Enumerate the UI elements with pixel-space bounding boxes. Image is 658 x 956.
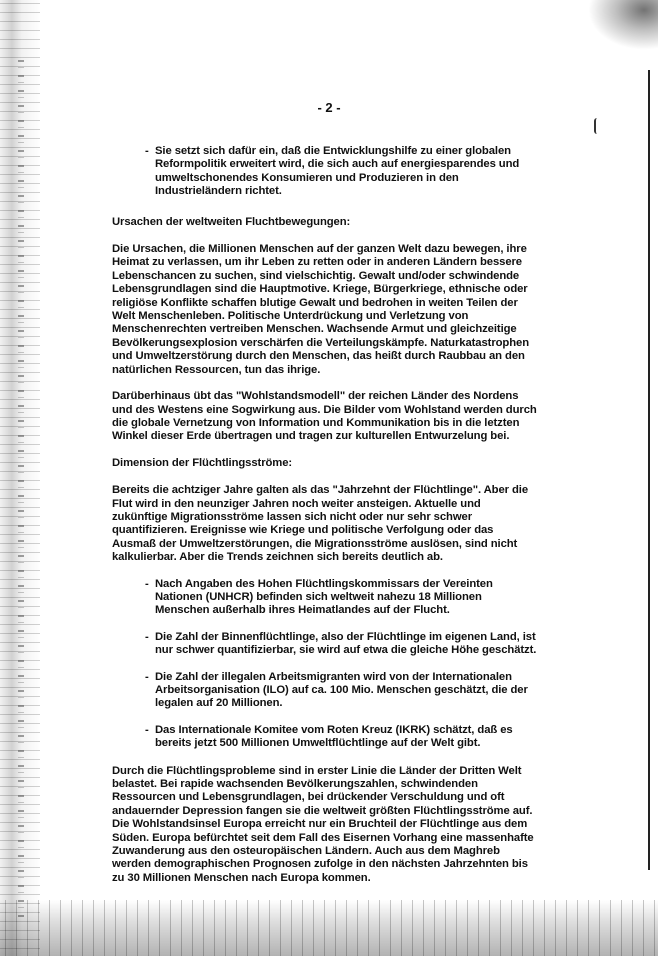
intro-bullet-text: Sie setzt sich dafür ein, daß die Entwicklungshilfe zu einer globalen Reformpolitik erweitert wird, die sich auch auf energiesparendes und umweltschonendes Konsumieren und Produzieren in den Industrieländern richtet. — [155, 145, 520, 198]
document-body — [112, 145, 537, 885]
dimension-paragraph-1: Bereits die achtziger Jahre galten als das "Jahrzehnt der Flüchtlinge". Aber die Flut wird in den neunziger Jahren noch weiter ansteigen. Aktuelle und zukünftige Migrationsströme lassen sich nicht oder nur sehr schwer quantifizieren. Ereignisse wie Kriege und politische Verfolgung oder das Ausmaß der Umweltzerstörungen, die Migrationsströme auslösen, sind nicht kalkulierbar. Aber die Trends zeichnen sich bereits deutlich ab. — [112, 484, 529, 564]
list-item-text: Das Internationale Komitee vom Roten Kreuz (IKRK) schätzt, daß es bereits jetzt 500 Millionen Umweltflüchtlinge auf der Welt gibt. — [155, 723, 513, 750]
scan-mark — [594, 118, 600, 134]
list-item-text: Die Zahl der illegalen Arbeitsmigranten wird von der Internationalen Arbeitsorganisation (ILO) auf ca. 100 Mio. Menschen geschätzt, die der legalen auf 20 Millionen. — [155, 670, 528, 710]
list-item-text: Nach Angaben des Hohen Flüchtlingskommissars der Vereinten Nationen (UNHCR) befinden sich weltweit nahezu 18 Millionen Menschen außerhalb ihres Heimatlandes auf der Flucht. — [155, 577, 493, 617]
causes-paragraph-1: Die Ursachen, die Millionen Menschen auf der ganzen Welt dazu bewegen, ihre Heimat zu verlassen, um ihr Leben zu retten oder in anderen Ländern bessere Lebenschancen zu suchen, sind vielschichtig. Gewalt und/oder schwindende Lebensgrundlagen sind die Hauptmotive. Kriege, Bürgerkriege, ethnische oder religiöse Konflikte schaffen blutige Gewalt und bedrohen in weiten Teilen der Welt Menschenleben. Politische Unterdrückung und Verletzung von Menschenrechten vertreiben Menschen. Wachsende Armut und gleichzeitige Bevölkerungsexplosion verschärfen die Verteilungskämpfe. Naturkatastrophen und Umweltzerstörung durch den Menschen, das heißt durch Raubbau an den natürlichen Ressourcen, tun das ihrige. — [112, 243, 529, 376]
scan-edge-right — [648, 70, 658, 870]
list-item — [145, 631, 537, 658]
bullet-dash: - — [145, 670, 149, 683]
scan-edge-top-right — [588, 0, 658, 50]
bullet-dash: - — [145, 577, 149, 590]
bullet-dash: - — [145, 145, 149, 157]
page-number: - 2 - — [317, 100, 341, 115]
list-item — [145, 724, 537, 751]
bullet-dash: - — [145, 723, 149, 736]
intro-bullet — [145, 145, 537, 199]
list-item — [145, 578, 537, 618]
causes-paragraph-2: Darüberhinaus übt das "Wohlstandsmodell" der reichen Länder des Nordens und des Westens eine Sogwirkung aus. Die Bilder vom Wohlstand werden durch die globale Vernetzung von Information und Kommunikation bis in die letzten Winkel dieser Erde übertragen und tragen zur kulturellen Entwurzelung bei. — [112, 390, 537, 443]
scan-edge-bottom — [0, 900, 658, 956]
dimension-paragraph-2: Durch die Flüchtlingsprobleme sind in erster Linie die Länder der Dritten Welt belastet. Bei rapide wachsenden Bevölkerungszahlen, schwindenden Ressourcen und Lebensgrundlagen, bei drückender Verschuldung und oft andauernder Depression fangen sie die weltweit größten Flüchtlingsströme auf. Die Wohlstandsinsel Europa erreicht nur ein Bruchteil der Flüchtlinge aus dem Süden. Europa befürchtet seit dem Fall des Eisernen Vorhang eine massenhafte Zuwanderung aus den osteuropäischen Ländern. Auch aus dem Maghreb werden demographischen Prognosen zufolge in den nächsten Jahrzehnten bis zu 30 Millionen Menschen nach Europa kommen. — [112, 764, 534, 884]
bullet-dash: - — [145, 630, 149, 643]
section-heading-dimension: Dimension der Flüchtlingsströme: — [112, 456, 293, 469]
list-item — [145, 671, 537, 711]
list-item-text: Die Zahl der Binnenflüchtlinge, also der Flüchtlinge im eigenen Land, ist nur schwer quantifizierbar, sie wird auf etwa die gleiche Höhe geschätzt. — [155, 630, 537, 657]
scan-edge-left — [0, 0, 40, 956]
section-heading-causes: Ursachen der weltweiten Fluchtbewegungen: — [112, 215, 351, 228]
